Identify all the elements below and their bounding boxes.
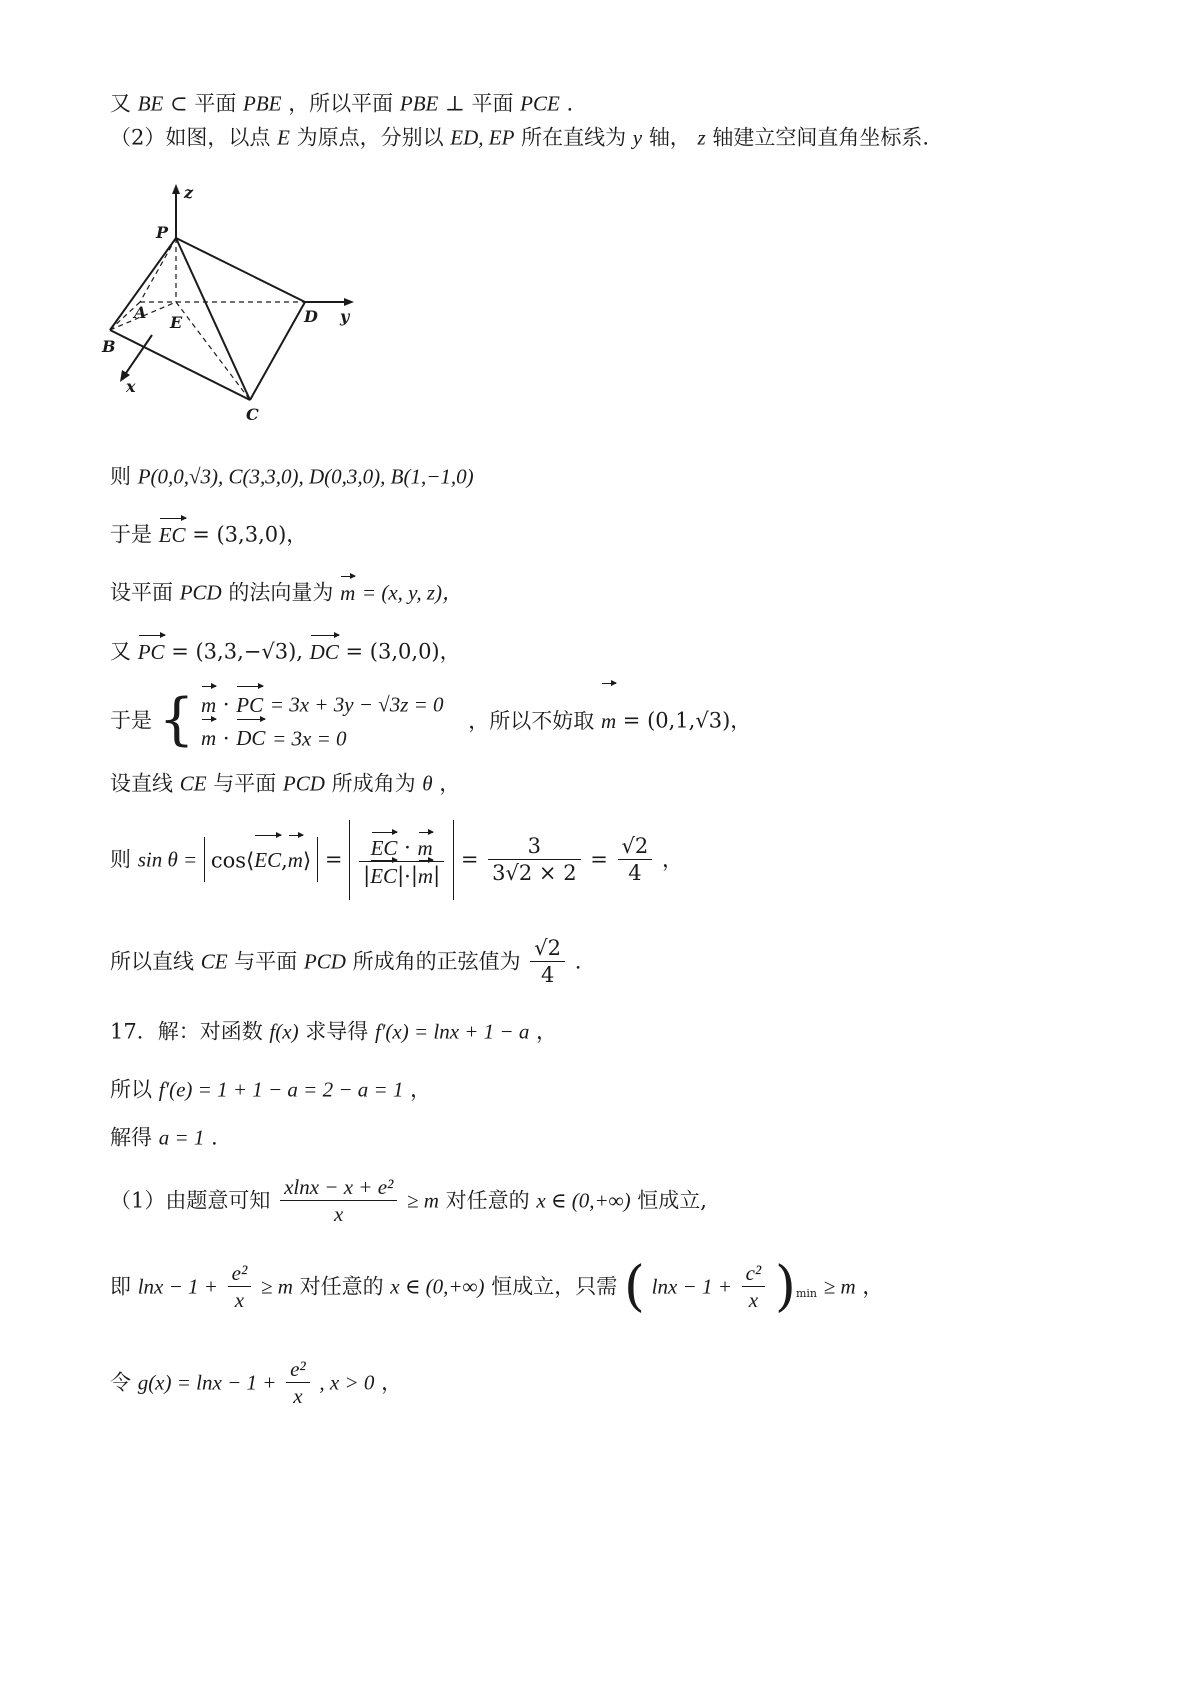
equation-row-2: [201, 721, 444, 755]
math-value: = (x, y, z)，: [361, 580, 463, 605]
edge-pd: [176, 238, 305, 302]
abs-fraction: [349, 820, 454, 900]
math-expression: lnx − 1 +: [137, 1274, 218, 1299]
text: 又: [110, 91, 131, 116]
text: 与平面: [213, 771, 277, 796]
line-10: [110, 930, 581, 992]
vector-m: m: [601, 686, 616, 756]
text: 所成角的正弦值为: [352, 949, 521, 974]
denominator: x: [293, 1384, 303, 1408]
math-value: = (3,3,0)，: [192, 522, 308, 547]
x-axis: [124, 335, 152, 376]
line-12: [110, 1074, 431, 1104]
text: （1）由题意可知: [110, 1188, 271, 1213]
vector-m: m: [288, 838, 303, 882]
label-b: B: [102, 337, 116, 356]
vector-ec: EC: [254, 838, 281, 882]
vector-m: m: [201, 689, 216, 721]
comma: ,: [281, 848, 288, 873]
text: ，: [381, 1370, 403, 1395]
text: 的法向量为: [228, 580, 334, 605]
line-6: [110, 636, 461, 666]
label-x: x: [126, 377, 136, 396]
math-value: = (0,1,√3)，: [622, 708, 752, 733]
denominator: 4: [540, 963, 555, 987]
line-14: [110, 1168, 707, 1232]
text: ，: [862, 1274, 884, 1299]
text: 恒成立，只需: [491, 1274, 618, 1299]
abs-cos: [204, 837, 318, 883]
left-brace: {: [158, 687, 195, 753]
math-pbe: PBE: [243, 91, 282, 116]
text: 于是: [110, 522, 152, 547]
denominator: 4: [628, 861, 642, 885]
edge-pc: [176, 238, 250, 400]
label-c: C: [246, 405, 259, 424]
math-e: E: [277, 125, 290, 150]
line-1: [110, 88, 573, 118]
math-function-g: g(x) = lnx − 1 +: [137, 1370, 277, 1395]
math-expression: lnx − 1 +: [651, 1274, 732, 1299]
numerator: xlnx − x + e²: [280, 1174, 397, 1201]
fraction: [286, 1356, 310, 1409]
text: 对任意的: [299, 1274, 384, 1299]
text: .: [574, 949, 582, 974]
text: 所在直线为: [521, 125, 627, 150]
text: 平面: [471, 91, 514, 116]
denominator: x: [334, 1202, 344, 1226]
math-equation: = 3x + 3y − √3z = 0: [269, 692, 444, 717]
math-equation: = 3x = 0: [272, 726, 347, 750]
equals: =: [460, 847, 479, 872]
vector-m: m: [340, 580, 356, 605]
numerator: e²: [286, 1356, 310, 1383]
fraction-2: [618, 833, 653, 886]
line-2: [110, 122, 929, 152]
fraction: [742, 1260, 766, 1313]
text: 轴建立空间直角坐标系.: [712, 125, 930, 150]
text: 所成角为: [331, 771, 416, 796]
text: ，: [439, 771, 461, 796]
math-z: z: [697, 125, 706, 150]
label-e: E: [170, 313, 183, 332]
line-9: [110, 818, 683, 900]
dot: ·: [222, 726, 230, 750]
text: （2）如图，以点: [110, 125, 271, 150]
math-ce: CE: [179, 771, 207, 796]
text: 对任意的: [445, 1188, 530, 1213]
fraction: [280, 1174, 397, 1227]
equation-system: [201, 687, 444, 754]
denominator: 3√2 × 2: [492, 861, 577, 885]
paren-open: (: [623, 1254, 645, 1318]
math-ce: CE: [200, 949, 228, 974]
fraction-1: [488, 833, 580, 886]
paren-close: ): [774, 1254, 796, 1318]
text: 轴，: [648, 125, 691, 150]
math-equation: a = 1: [158, 1125, 205, 1150]
vector-m: m: [417, 835, 433, 860]
text: 平面: [194, 91, 237, 116]
math-coordinates: P(0,0,√3), C(3,3,0), D(0,3,0), B(1,−1,0): [137, 464, 474, 489]
line-3: [110, 461, 474, 491]
dot: ·: [222, 692, 230, 717]
math-ed-ep: ED, EP: [450, 125, 515, 150]
vector-ec: EC: [370, 864, 398, 888]
text: 则: [110, 464, 131, 489]
text: 与平面: [234, 949, 298, 974]
text: 所以直线: [110, 949, 194, 974]
text: 解得: [110, 1125, 152, 1150]
label-y: y: [340, 307, 350, 326]
text: .: [211, 1125, 218, 1150]
math-pcd: PCD: [282, 771, 325, 796]
denominator: |EC|·|m|: [363, 862, 441, 888]
line-5: [110, 577, 463, 607]
text: 恒成立,: [637, 1188, 707, 1213]
equals: =: [324, 847, 343, 872]
vector-pc: PC: [236, 689, 263, 721]
text: 令: [110, 1370, 131, 1395]
edge-cd: [250, 302, 305, 400]
vector-ec: EC: [158, 522, 186, 547]
line-13: [110, 1122, 218, 1152]
vector-dc: DC: [236, 722, 265, 754]
math-pcd: PCD: [303, 949, 346, 974]
math-fx: f(x): [269, 1019, 299, 1044]
line-11: [110, 1016, 557, 1046]
vector-pc: PC: [137, 639, 165, 664]
text: 于是: [110, 708, 152, 733]
line-15: [110, 1250, 883, 1329]
numerator: 3: [488, 833, 580, 860]
math-inequality: ≥ m: [407, 1188, 439, 1213]
text: ，: [661, 847, 683, 872]
math-condition: , x > 0: [319, 1370, 375, 1395]
text: ，: [410, 1077, 432, 1102]
subset-symbol: ⊂: [170, 91, 188, 116]
text: 设平面: [110, 580, 173, 605]
vector-m: m: [201, 722, 216, 754]
label-p: P: [156, 223, 169, 242]
numerator: √2: [618, 833, 653, 860]
fraction: [228, 1260, 252, 1313]
text: ，: [536, 1019, 558, 1044]
dot: ·: [404, 864, 411, 888]
math-equation: f′(e) = 1 + 1 − a = 2 − a = 1: [158, 1077, 404, 1102]
math-y: y: [632, 125, 643, 150]
pyramid-figure: [100, 180, 380, 430]
line-16: [110, 1348, 402, 1416]
denominator: x: [234, 1288, 245, 1312]
math-sin-theta: sin θ =: [137, 847, 198, 872]
subscript-min: min: [795, 1287, 818, 1301]
text: 所以: [110, 1077, 152, 1102]
equals: =: [590, 847, 608, 872]
text: .: [566, 91, 574, 116]
label-a: A: [134, 303, 147, 322]
math-pce: PCE: [520, 91, 560, 116]
numerator: c²: [742, 1260, 766, 1287]
vector-m: m: [417, 864, 434, 888]
dashed-pa: [140, 238, 176, 302]
math-domain: x ∈ (0,+∞): [536, 1188, 631, 1213]
math-value: = (3,3,−√3),: [171, 639, 303, 664]
math-theta: θ: [422, 771, 433, 796]
text: 则: [110, 847, 131, 872]
math-be: BE: [137, 91, 164, 116]
text: 为原点，分别以: [296, 125, 444, 150]
line-8: [110, 768, 460, 798]
dot: ·: [404, 835, 411, 860]
y-axis-arrow: [344, 298, 354, 306]
text: 又: [110, 639, 131, 664]
vector-ec: EC: [370, 835, 398, 860]
math-angle-close: ⟩: [302, 848, 312, 873]
text: 求导得: [305, 1019, 369, 1044]
text: 设直线: [110, 771, 173, 796]
vector-dc: DC: [309, 639, 339, 664]
math-cos: cos⟨: [210, 848, 255, 873]
text: ，所以平面: [288, 91, 394, 116]
text: ，所以不妨取: [468, 708, 595, 733]
math-pbe: PBE: [399, 91, 439, 116]
denominator: x: [748, 1288, 759, 1312]
line-7: [110, 684, 751, 756]
line-4: [110, 519, 307, 549]
perp-symbol: ⊥: [445, 91, 465, 116]
math-derivative: f′(x) = lnx + 1 − a: [374, 1019, 530, 1044]
text: 17．解：对函数: [110, 1019, 263, 1044]
math-pcd: PCD: [179, 580, 222, 605]
text: 即: [110, 1274, 131, 1299]
z-axis-arrow: [172, 184, 180, 194]
math-domain: x ∈ (0,+∞): [390, 1274, 485, 1299]
math-value: = (3,0,0)，: [345, 639, 461, 664]
math-inequality: ≥ m: [823, 1274, 856, 1299]
numerator: √2: [530, 935, 565, 962]
label-d: D: [304, 307, 318, 326]
numerator: e²: [228, 1260, 252, 1287]
equation-row-1: [201, 687, 444, 721]
fraction-dot-over-norms: [359, 833, 444, 889]
label-z: z: [184, 183, 194, 202]
fraction-answer: [530, 935, 565, 988]
math-inequality: ≥ m: [260, 1274, 293, 1299]
